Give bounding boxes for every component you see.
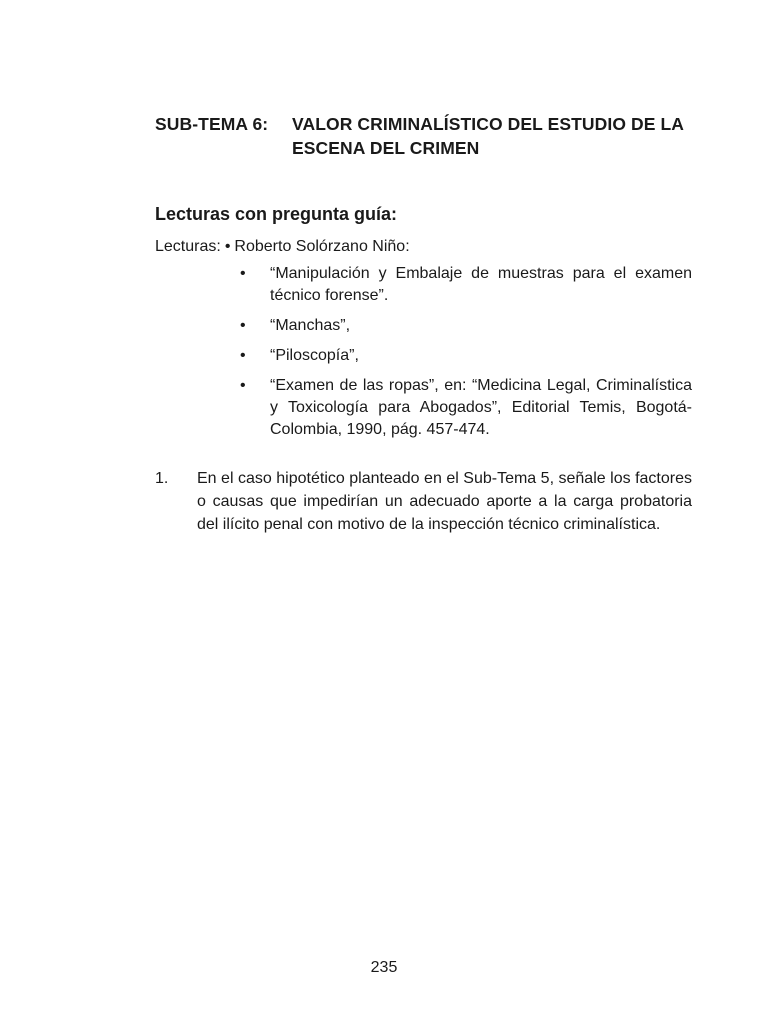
bullet-icon: • [240,347,246,364]
bullet-icon: • [240,265,246,282]
reading-item-text: “Piloscopía”, [270,347,359,364]
subtopic-label: SUB-TEMA 6: [155,114,269,134]
readings-list [240,263,692,449]
question-number: 1. [155,470,169,487]
question-text: En el caso hipotético planteado en el Sub-Tema 5, señale los factores o causas que impedirían un adecuado aporte a la carga probatoria del ilícito penal con motivo de la inspección técnico criminalística. [197,470,692,533]
readings-author: Roberto Solórzano Niño: [234,238,410,255]
guide-question [155,467,692,536]
subtopic-title: VALOR CRIMINALÍSTICO DEL ESTUDIO DE LA ESCENA DEL CRIMEN [292,114,684,158]
readings-label: Lecturas: [155,238,221,255]
bullet-icon: • [240,317,246,334]
bullet-icon: • [240,377,246,394]
reading-item-text: “Manchas”, [270,317,351,334]
list-item [240,263,692,307]
section-title: Lecturas con pregunta guía: [155,204,398,224]
list-item [240,345,692,367]
page-number: 235 [370,959,398,976]
list-item [240,375,692,441]
subtopic-heading [155,112,692,160]
bullet-icon: • [224,238,231,255]
reading-item-text: “Manipulación y Embalaje de muestras para el examen técnico forense”. [270,265,692,304]
reading-item-text: “Examen de las ropas”, en: “Medicina Legal, Criminalística y Toxicología para Abogados”, Editorial Temis, Bogotá-Colombia, 1990, pág. 457-474. [270,377,692,438]
list-item [240,315,692,337]
readings-line [155,236,410,258]
